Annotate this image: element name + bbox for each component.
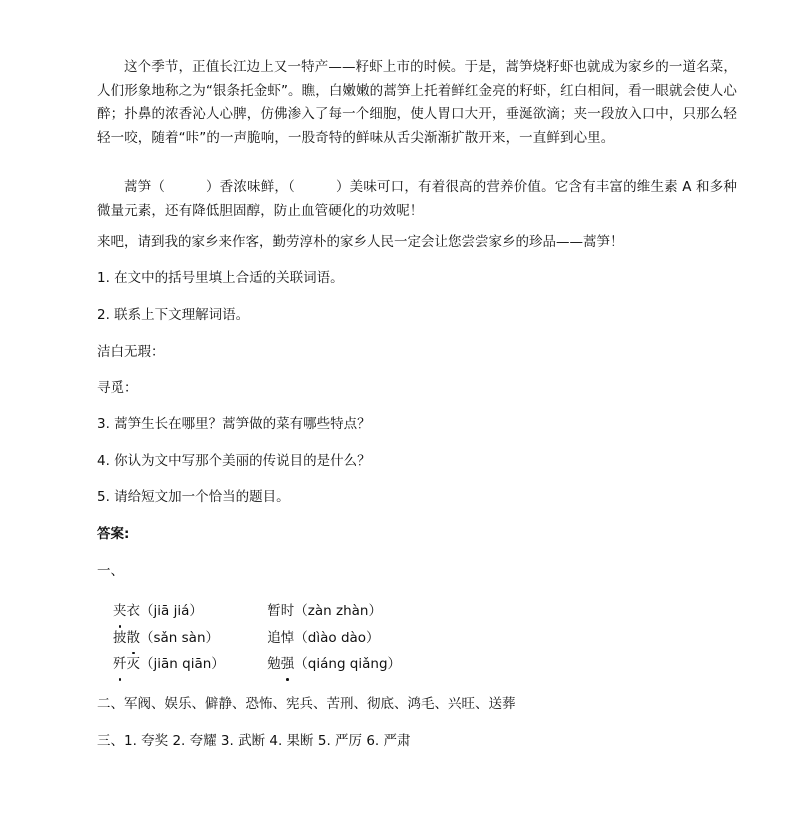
term-label-2: 寻觅： — [97, 380, 138, 396]
pinyin-cell — [267, 598, 382, 625]
pinyin-prefix: 勉 — [267, 656, 281, 672]
pinyin-text: 衣（jiā jiá） — [126, 603, 203, 619]
pinyin-row — [113, 598, 401, 625]
passage-paragraph-1: 这个季节，正值长江边上又一特产——籽虾上市的时候。于是，蒿笋烧籽虾也就成为家乡的一道名菜，人们形象地称之为“银条托金虾”。瞧，白嫩嫩的蒿笋上托着鲜红金亮的籽虾，红白相间，看一眼就会使人心醉；扑鼻的浓香沁人心脾，仿佛渗入了每一个细胞，使人胃口大开，垂涎欲滴；夹一段放入口中，只那么轻轻一咬，随着“咔”的一声脆响，一股奇特的鲜味从舌尖渐渐扩散开来，一直鲜到心里。 — [97, 59, 737, 146]
pinyin-prefix: 追悼 — [267, 629, 295, 646]
answers-heading: 答案: — [97, 526, 130, 542]
dotted-character: 夹 — [113, 598, 127, 625]
pinyin-cell — [267, 651, 401, 678]
pinyin-cell — [113, 651, 263, 678]
question-2: 2. 联系上下文理解词语。 — [97, 307, 250, 323]
pinyin-prefix: 暂 — [267, 603, 281, 619]
pinyin-cell — [113, 625, 263, 652]
pinyin-cell — [113, 598, 263, 625]
question-3: 3. 蒿笋生长在哪里？蒿笋做的菜有哪些特点？ — [97, 416, 371, 432]
pinyin-answer-table — [113, 598, 401, 678]
question-5: 5. 请给短文加一个恰当的题目。 — [97, 489, 290, 505]
dotted-character: 歼 — [113, 651, 127, 678]
term-label-1: 洁白无瑕： — [97, 344, 165, 360]
answer-section-3: 三、1. 夸奖 2. 夸耀 3. 武断 4. 果断 5. 严厉 6. 严肃 — [97, 733, 411, 749]
pinyin-cell — [267, 625, 379, 652]
pinyin-text: （zàn zhàn） — [294, 603, 382, 619]
pinyin-text: （qiáng qiǎng） — [294, 656, 402, 672]
passage-paragraph-3: 来吧，请到我的家乡来作客，勤劳淳朴的家乡人民一定会让您尝尝家乡的珍品——蒿笋！ — [97, 234, 624, 250]
pinyin-text: （sǎn sàn） — [140, 629, 220, 646]
question-4: 4. 你认为文中写那个美丽的传说目的是什么？ — [97, 453, 371, 469]
answer-section-2: 二、军阀、娱乐、僻静、恐怖、宪兵、苦刑、彻底、鸿毛、兴旺、送葬 — [97, 696, 516, 712]
pinyin-row — [113, 625, 401, 652]
passage-paragraph-2: 蒿笋（ ）香浓味鲜，（ ）美味可口，有着很高的营养价值。它含有丰富的维生素 A 和多种微量元素，还有降低胆固醇，防止血管硬化的功效呢！ — [97, 179, 737, 219]
question-1: 1. 在文中的括号里填上合适的关联词语。 — [97, 270, 344, 286]
dotted-character: 强 — [281, 651, 295, 678]
pinyin-text: 灭（jiān qiān） — [126, 656, 225, 672]
pinyin-row — [113, 651, 401, 678]
pinyin-prefix: 披 — [113, 629, 127, 646]
dotted-character: 散 — [127, 625, 141, 652]
pinyin-text: （dìào dào） — [294, 629, 380, 646]
answer-section-1-label: 一、 — [97, 563, 124, 579]
pinyin-character: 时 — [280, 603, 295, 619]
